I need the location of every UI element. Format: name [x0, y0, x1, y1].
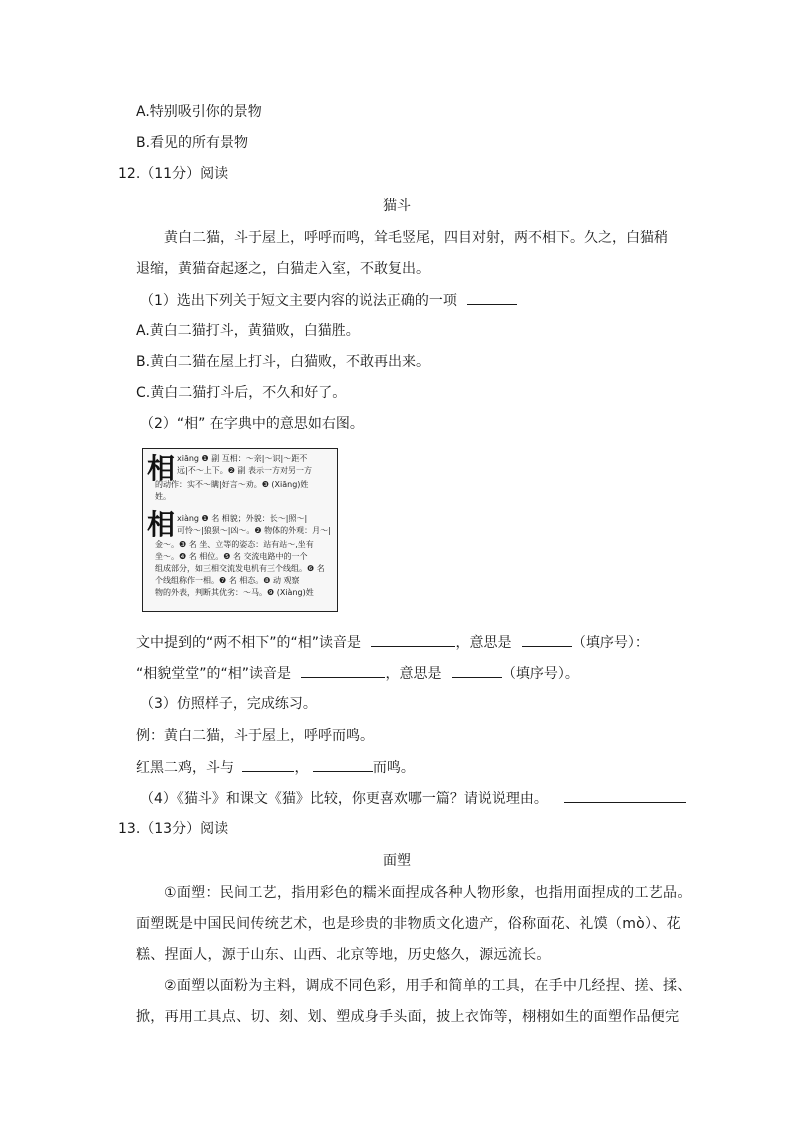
question-13-header: 13.（13分）阅读 — [118, 821, 229, 837]
fill-text: ，意思是 — [455, 635, 512, 651]
sub1-option-b: B.黄白二猫在屋上打斗，白猫败，不敢再出来。 — [136, 354, 431, 370]
meaning-blank[interactable] — [452, 663, 502, 678]
dictionary-text: 的动作：实不～瞒|好言～劝。❸ (Xiāng)姓 — [155, 480, 309, 489]
pinyin-blank[interactable] — [301, 663, 385, 678]
passage-line: ②面塑以面粉为主料，调成不同色彩，用手和简单的工具，在手中几经捏、搓、揉、 — [164, 978, 692, 994]
dictionary-text: 物的外表，判断其优劣：～马。❾ (Xiàng)姓 — [155, 588, 314, 597]
passage-line: 黄白二猫，斗于屋上，呼呼而鸣，耸毛竖尾，四目对射，两不相下。久之，白猫稍 — [164, 230, 668, 246]
passage-title-maodou: 猫斗 — [383, 198, 411, 214]
exercise-text: 而鸣。 — [372, 760, 415, 776]
dictionary-text: xiàng ❶ 名 相貌；外貌：长～|照～| — [177, 514, 308, 523]
sub-question-1-text: （1）选出下列关于短文主要内容的说法正确的一项 — [140, 293, 457, 309]
imitation-exercise — [136, 757, 415, 778]
fill-text: ，意思是 — [385, 666, 442, 682]
exercise-text: ， — [294, 760, 309, 776]
dictionary-entry-image — [142, 448, 338, 612]
fill-question-1 — [136, 632, 649, 653]
dictionary-text: 坐～。❹ 名 相位。❺ 名 交流电路中的一个 — [155, 552, 308, 561]
question-12-header: 12.（11分）阅读 — [118, 166, 229, 182]
sub1-option-c: C.黄白二猫打斗后，不久和好了。 — [136, 385, 347, 401]
meaning-blank[interactable] — [522, 632, 572, 647]
dictionary-text: 金～。❸ 名 坐、立等的姿态：站有站～,坐有 — [155, 540, 314, 549]
dictionary-text: 姓。 — [155, 492, 171, 501]
dictionary-headword: 相 — [147, 508, 176, 541]
fill-text: （填序号）。 — [501, 666, 579, 682]
example-sentence: 例：黄白二猫，斗于屋上，呼呼而鸣。 — [136, 728, 374, 744]
sub-question-1 — [140, 290, 517, 311]
sub-question-3: （3）仿照样子，完成练习。 — [140, 696, 317, 712]
sub-question-2: （2）“相” 在字典中的意思如右图。 — [140, 416, 364, 432]
fill-text: 文中提到的“两不相下”的“相”读音是 — [136, 635, 362, 651]
dictionary-text: 远|不～上下。❷ 副 表示一方对另一方 — [177, 466, 312, 475]
answer-blank[interactable] — [564, 788, 686, 803]
sub-question-4-text: （4）《猫斗》和课文《猫》比较，你更喜欢哪一篇？请说说理由。 — [140, 791, 548, 807]
passage-line: 面塑既是中国民间传统艺术，也是珍贵的非物质文化遗产，俗称面花、礼馍（mò）、花 — [136, 916, 681, 932]
passage-title-miansu: 面塑 — [383, 853, 411, 869]
fill-text: （填序号）： — [571, 635, 649, 651]
dictionary-text: 可怜～|狼狈～|凶～。❷ 物体的外观：月～| — [177, 526, 331, 535]
sub1-option-a: A.黄白二猫打斗，黄猫败，白猫胜。 — [136, 323, 360, 339]
option-a: A.特别吸引你的景物 — [136, 104, 262, 120]
dictionary-headword: 相 — [147, 452, 176, 485]
answer-blank[interactable] — [467, 290, 517, 305]
sub-question-4 — [140, 788, 686, 809]
answer-blank[interactable] — [242, 757, 294, 772]
option-b: B.看见的所有景物 — [136, 135, 249, 151]
dictionary-text: xiāng ❶ 副 互相：～亲|～识|～距不 — [177, 454, 308, 463]
dictionary-text: 组成部分，如三相交流发电机有三个线组。❻ 名 — [155, 564, 325, 573]
exercise-text: 红黑二鸡，斗与 — [136, 760, 234, 776]
dictionary-text: 个线组称作一相。❼ 名 相态。❽ 动 观察 — [155, 576, 300, 585]
passage-line: 糕、捏面人，源于山东、山西、北京等地，历史悠久，源远流长。 — [136, 947, 551, 963]
passage-line: 掀，再用工具点、切、刻、划、塑成身手头面，披上衣饰等，栩栩如生的面塑作品便完 — [136, 1009, 680, 1025]
passage-line: ①面塑：民间工艺，指用彩色的糯米面捏成各种人物形象，也指用面捏成的工艺品。 — [164, 885, 692, 901]
pinyin-blank[interactable] — [371, 632, 455, 647]
answer-blank[interactable] — [313, 757, 373, 772]
fill-question-2 — [136, 663, 579, 684]
passage-line: 退缩，黄猫奋起逐之，白猫走入室，不敢复出。 — [136, 261, 430, 277]
fill-text: “相貌堂堂”的“相”读音是 — [136, 666, 292, 682]
